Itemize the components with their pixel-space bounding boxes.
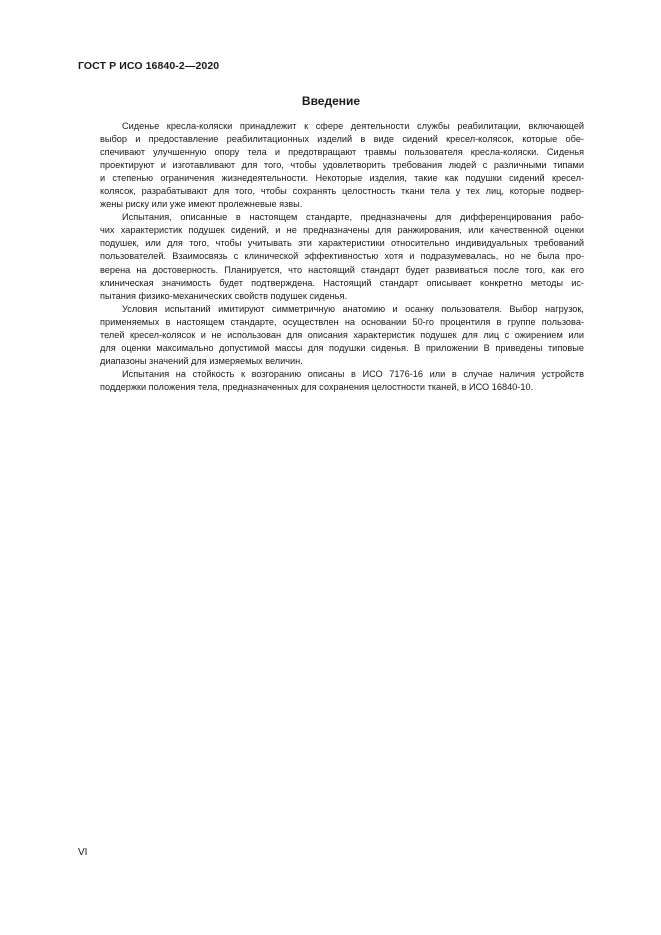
text-line: подушек, или для того, чтобы учитывать эти характеристики относительно индивидуальных требований [100, 238, 584, 249]
document-header: ГОСТ Р ИСО 16840-2—2020 [78, 60, 220, 72]
text-line: спечивают улучшенную опору тела и предотвращают травмы пользователя кресла-коляски. Сиденья [100, 147, 584, 158]
text-line: телей кресел-колясок и не использован для описания характеристик подушек для лиц с ожирением или [100, 329, 584, 340]
paragraph-2 [78, 211, 584, 302]
text-line: Сиденье кресла-коляски принадлежит к сфере деятельности службы реабилитации, включающей [122, 121, 584, 131]
text-line: Испытания на стойкость к возгоранию описаны в ИСО 7176-16 или в случае наличия устройств [122, 368, 584, 379]
text-line: чих характеристик подушек сидений, и не предназначены для ранжирования, или качественной оценки [100, 225, 584, 236]
section-title: Введение [301, 94, 361, 108]
text-line: и степенью ограничения жизнедеятельности. Некоторые изделия, такие как подушки сидений кресел- [100, 173, 584, 184]
text-line: Испытания, описанные в настоящем стандарте, предназначены для дифференцирования рабо- [122, 212, 584, 223]
body-text [78, 120, 584, 394]
text-line: колясок, разрабатывают для того, чтобы сохранять целостность ткани тела у тех лиц, которые подвер- [100, 186, 584, 197]
text-line: пользователей. Взаимосвязь с клинической эффективностью хотя и подразумевалась, но не была про- [100, 251, 584, 262]
text-line: пытания физико-механических свойств подушек сиденья. [100, 290, 347, 301]
paragraph-1 [78, 120, 584, 211]
text-line: Условия испытаний имитируют симметричную анатомию и осанку пользователя. Выбор нагрузок, [122, 303, 584, 314]
text-line: проектируют и изготавливают для того, чтобы удовлетворить требования людей с различными типами [100, 160, 584, 171]
text-line: поддержки положения тела, предназначенных для сохранения целостности тканей, в ИСО 16840-10. [100, 381, 534, 392]
paragraph-4 [78, 368, 584, 394]
text-line: применяемых в настоящем стандарте, осуществлен на основании 50-го процентиля в группе пользова- [100, 316, 584, 327]
text-line: выбор и предоставление реабилитационных изделий в виде сидений кресел-колясок, которые обе- [100, 134, 584, 145]
text-line: жены риску или уже имеют пролежневые язвы. [100, 199, 303, 210]
page-number: VI [78, 847, 88, 858]
text-line: для оценки максимально допустимой массы для подушки сиденья. В приложении В приведены типовые [100, 342, 584, 353]
text-line: клиническая значимость будет подтверждена. Настоящий стандарт описывает конкретно методы ис- [100, 277, 584, 288]
text-line: верена на достоверность. Планируется, что настоящий стандарт будет развиваться после того, как его [100, 264, 584, 275]
text-line: диапазоны значений для измеряемых величин. [100, 355, 303, 366]
paragraph-3 [78, 303, 584, 368]
